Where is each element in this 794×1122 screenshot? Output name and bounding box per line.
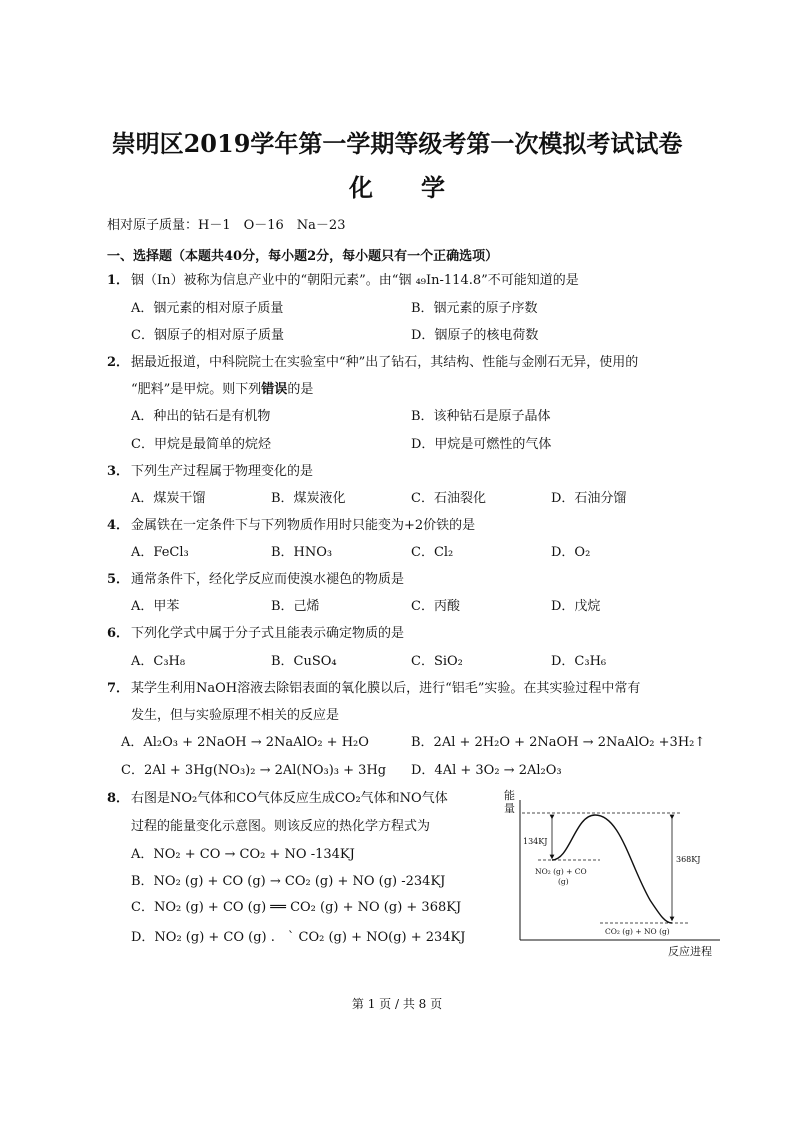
y-axis-label: 量 <box>504 802 515 815</box>
y-axis-label: 能 <box>504 789 515 802</box>
option-d: D．铟原子的核电荷数 <box>411 328 539 343</box>
total-energy-label: 368KJ <box>676 855 701 864</box>
reactant-label: NO₂ (g) + CO <box>535 867 587 876</box>
question-stem-line1: 据最近报道，中科院院士在实验室中“种”出了钻石，其结构、性能与金刚石无异，使用的 <box>131 355 639 370</box>
option-d: D．NO₂ (g) + CO (g) . ` CO₂ (g) + NO(g) + 234KJ <box>131 930 466 945</box>
option-a: A．甲苯 <box>131 599 180 614</box>
option-b: B．2Al + 2H₂O + 2NaOH → 2NaAlO₂ +3H₂↑ <box>411 735 706 750</box>
question-number: 4． <box>107 518 130 533</box>
question-number: 6． <box>107 626 130 641</box>
option-b: B．煤炭液化 <box>271 491 346 506</box>
option-b: B．CuSO₄ <box>271 654 337 669</box>
option-c: C．Cl₂ <box>411 545 454 560</box>
product-label: CO₂ (g) + NO (g) <box>605 927 670 936</box>
option-c: C．丙酸 <box>411 599 460 614</box>
option-a: A．C₃H₈ <box>131 654 186 669</box>
question-stem: 金属铁在一定条件下与下列物质作用时只能变为+2价铁的是 <box>131 518 476 533</box>
question-stem-line2: 发生，但与实验原理不相关的反应是 <box>131 708 340 723</box>
option-a: A．铟元素的相对原子质量 <box>131 301 284 316</box>
page-footer: 第 1 页 / 共 8 页 <box>351 997 443 1011</box>
option-d: D．O₂ <box>551 545 591 560</box>
stem-text: “肥料”是甲烷。则下列 <box>131 382 262 397</box>
option-a: A．FeCl₃ <box>131 545 189 560</box>
option-d: D．戊烷 <box>551 599 601 614</box>
question-stem: 下列生产过程属于物理变化的是 <box>131 464 314 479</box>
reactant-label: (g) <box>558 877 569 886</box>
stem-text: 的是 <box>287 382 314 397</box>
question-number: 2． <box>107 355 130 370</box>
question-stem-line2 <box>131 381 313 399</box>
emphasis-text: 错误 <box>261 382 288 397</box>
activation-energy-label: 134KJ <box>523 837 548 846</box>
option-a: A．种出的钻石是有机物 <box>131 409 271 424</box>
energy-diagram <box>490 785 730 965</box>
subject-title: 化 学 <box>349 173 445 202</box>
question-stem-line1: 右图是NO₂气体和CO气体反应生成CO₂气体和NO气体 <box>131 791 448 806</box>
question-stem: 通常条件下，经化学反应而使溴水褪色的物质是 <box>131 572 405 587</box>
exam-title: 崇明区2019学年第一学期等级考第一次模拟考试试卷 <box>111 129 683 158</box>
option-c: C．甲烷是最简单的烷烃 <box>131 437 271 452</box>
question-stem: 铟（In）被称为信息产业中的“朝阳元素”。由“铟 ₄₉In-114.8”不可能知道的是 <box>131 273 579 288</box>
question-number: 3． <box>107 464 130 479</box>
question-stem-line1: 某学生利用NaOH溶液去除铝表面的氧化膜以后，进行“铝毛”实验。在其实验过程中常有 <box>131 681 641 696</box>
option-d: D．C₃H₆ <box>551 654 607 669</box>
option-b: B．NO₂ (g) + CO (g) → CO₂ (g) + NO (g) -234KJ <box>131 874 446 889</box>
x-axis-label: 反应进程 <box>668 945 712 958</box>
question-number: 8． <box>107 791 130 806</box>
option-b: B．己烯 <box>271 599 320 614</box>
option-b: B．该种钻石是原子晶体 <box>411 409 551 424</box>
option-d: D．4Al + 3O₂ → 2Al₂O₃ <box>411 763 562 778</box>
option-c: C．铟原子的相对原子质量 <box>131 328 284 343</box>
option-c: C．石油裂化 <box>411 491 486 506</box>
option-d: D．石油分馏 <box>551 491 627 506</box>
question-number: 7． <box>107 681 130 696</box>
question-stem: 下列化学式中属于分子式且能表示确定物质的是 <box>131 626 405 641</box>
option-b: B．铟元素的原子序数 <box>411 301 538 316</box>
section-header: 一、选择题（本题共40分，每小题2分，每小题只有一个正确选项） <box>107 249 499 264</box>
question-stem-line2: 过程的能量变化示意图。则该反应的热化学方程式为 <box>131 819 431 834</box>
option-c: C．SiO₂ <box>411 654 463 669</box>
option-a: A．Al₂O₃ + 2NaOH → 2NaAlO₂ + H₂O <box>121 735 369 750</box>
option-a: A．煤炭干馏 <box>131 491 206 506</box>
option-c: C．2Al + 3Hg(NO₃)₂ → 2Al(NO₃)₃ + 3Hg <box>121 763 387 778</box>
question-number: 5． <box>107 572 130 587</box>
atomic-masses: 相对原子质量：H－1 O－16 Na－23 <box>107 218 346 233</box>
option-a: A．NO₂ + CO → CO₂ + NO -134KJ <box>131 847 355 862</box>
question-number: 1． <box>107 273 130 288</box>
option-d: D．甲烷是可燃性的气体 <box>411 437 552 452</box>
option-c: C．NO₂ (g) + CO (g) ══ CO₂ (g) + NO (g) + 368KJ <box>131 900 462 915</box>
option-b: B．HNO₃ <box>271 545 333 560</box>
